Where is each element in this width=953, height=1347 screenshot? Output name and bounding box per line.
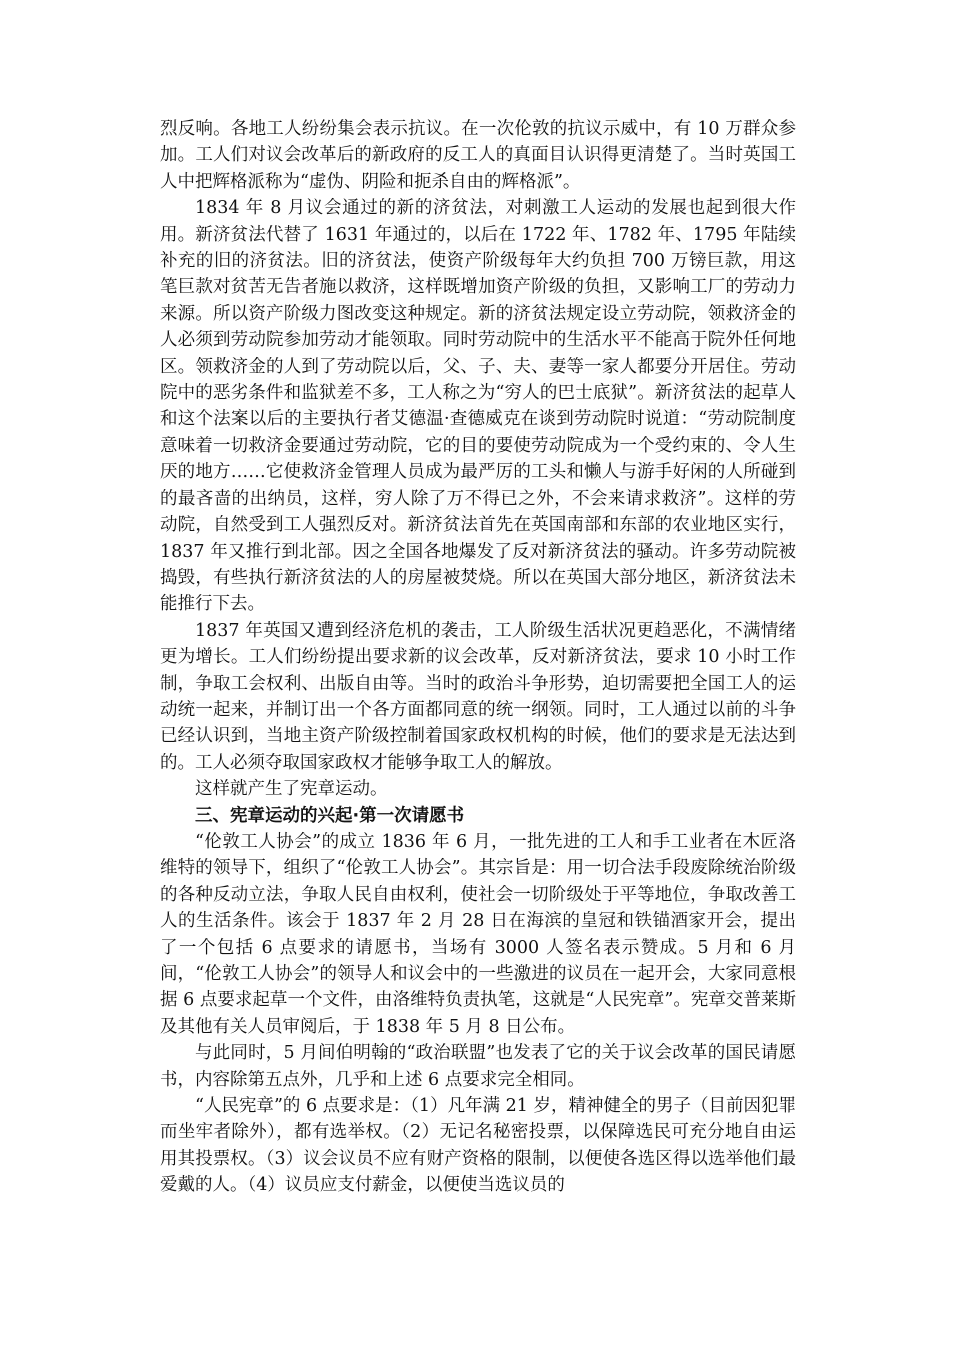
paragraph-london-workers-association: “伦敦工人协会”的成立 1836 年 6 月，一批先进的工人和手工业者在木匠洛维特的领导下，组织了“伦敦工人协会”。其宗旨是：用一切合法手段废除统治阶级的各种反动立法，争取人民自由权利，使社会一切阶级处于平等地位，争取改善工人的生活条件。该会于 1837 年 2 月 28 日在海滨的皇冠和铁锚酒家开会，提出了一个包括 6 点要求的请愿书，当场有 3000 人签名表示赞成。5 月和 6 月间，“伦敦工人协会”的领导人和议会中的一些激进的议员在一起开会，大家同意根据 6 点要求起草一个文件，由洛维特负责执笔，这就是“人民宪章”。宪章交普莱斯及其他有关人员审阅后，于 1838 年 5 月 8 日公布。 — [160, 831, 796, 1037]
paragraph-poor-law: 1834 年 8 月议会通过的新的济贫法，对刺激工人运动的发展也起到很大作用。新济贫法代替了 1631 年通过的，以后在 1722 年、1782 年、1795 年陆续补充的旧的济贫法。旧的济贫法，使资产阶级每年大约负担 700 万镑巨款，用这笔巨款对贫苦无告者施以救济，这样既增加资产阶级的负担，又影响工厂的劳动力来源。所以资产阶级力图改变这种规定。新的济贫法规定设立劳动院，领救济金的人必须到劳动院参加劳动才能领取。同时劳动院中的生活水平不能高于院外任何地区。领救济金的人到了劳动院以后，父、子、夫、妻等一家人都要分开居住。劳动院中的恶劣条件和监狱差不多，工人称之为“穷人的巴士底狱”。新济贫法的起草人和这个法案以后的主要执行者艾德温·查德威克在谈到劳动院时说道：“劳动院制度意味着一切救济金要通过劳动院，它的目的要使劳动院成为一个受约束的、令人生厌的地方……它使救济金管理人员成为最严厉的工头和懒人与游手好闲的人所碰到的最吝啬的出纳员，这样，穷人除了万不得已之外，不会来请求救济”。这样的劳动院，自然受到工人强烈反对。新济贫法首先在英国南部和东部的农业地区实行，1837 年又推行到北部。因之全国各地爆发了反对新济贫法的骚动。许多劳动院被捣毁，有些执行新济贫法的人的房屋被焚烧。所以在英国大部分地区，新济贫法未能推行下去。 — [160, 198, 796, 615]
paragraph-economic-crisis: 1837 年英国又遭到经济危机的袭击，工人阶级生活状况更趋恶化，不满情绪更为增长。工人们纷纷提出要求新的议会改革，反对新济贫法，要求 10 小时工作制，争取工会权利、出版自由等。当时的政治斗争形势，迫切需要把全国工人的运动统一起来，并制订出一个各方面都同意的统一纲领。同时，工人通过以前的斗争已经认识到，当地主资产阶级控制着国家政权机构的时候，他们的要求是无法达到的。工人必须夺取国家政权才能够争取工人的解放。 — [160, 620, 796, 773]
document-page — [160, 116, 796, 1199]
paragraph-continuation: 烈反响。各地工人纷纷集会表示抗议。在一次伦敦的抗议示威中，有 10 万群众参加。工人们对议会改革后的新政府的反工人的真面目认识得更清楚了。当时英国工人中把辉格派称为“虚伪、阴险和扼杀自由的辉格派”。 — [160, 119, 796, 192]
paragraph-birmingham-union: 与此同时，5 月间伯明翰的“政治联盟”也发表了它的关于议会改革的国民请愿书，内容除第五点外，几乎和上述 6 点要求完全相同。 — [160, 1043, 796, 1090]
section-heading: 三、宪章运动的兴起·第一次请愿书 — [195, 805, 465, 826]
paragraph-chartism-origin: 这样就产生了宪章运动。 — [195, 779, 388, 800]
paragraph-six-demands: “人民宪章”的 6 点要求是：（1）凡年满 21 岁，精神健全的男子（目前因犯罪而坐牢者除外），都有选举权。（2）无记名秘密投票，以保障选民可充分地自由运用其投票权。（3）议会议员不应有财产资格的限制，以便使各选区得以选举他们最爱戴的人。（4）议员应支付薪金，以便使当选议员的 — [160, 1096, 796, 1196]
